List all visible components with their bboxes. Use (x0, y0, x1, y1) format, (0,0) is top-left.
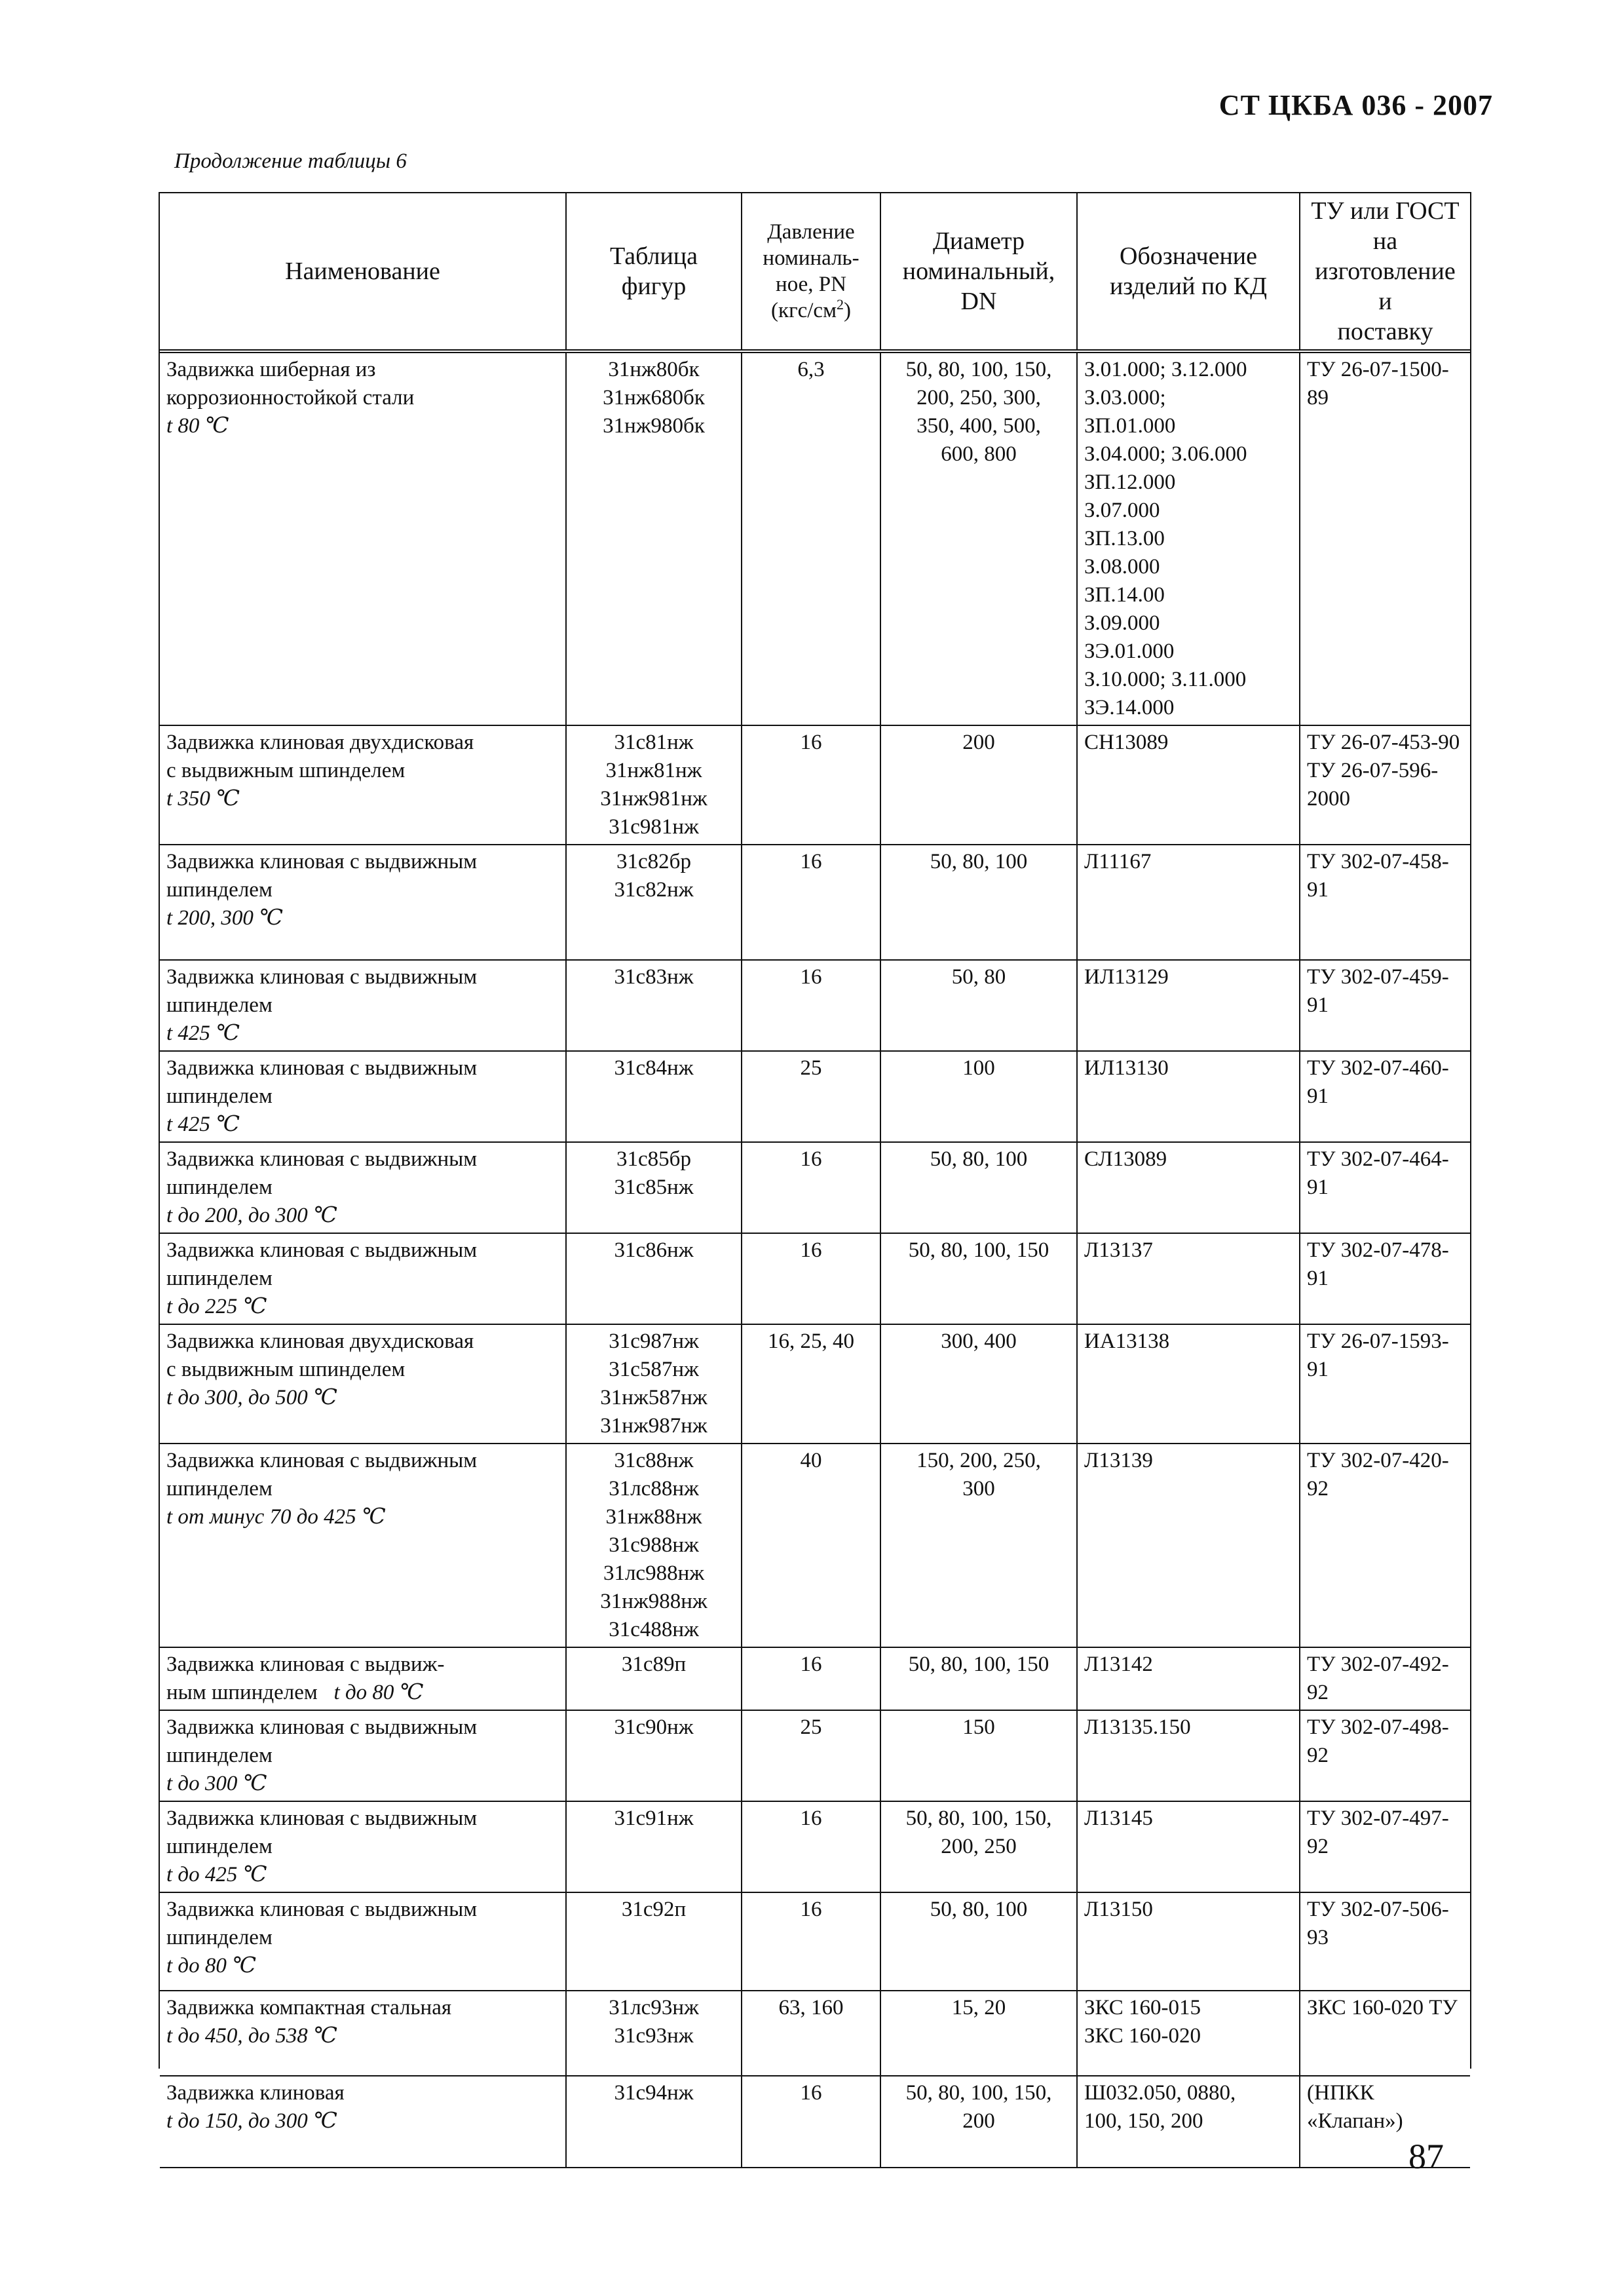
cell-name (160, 1233, 566, 1324)
table-row (160, 351, 1470, 725)
cell-tu (1300, 2076, 1470, 2168)
cell-line: ТУ 302-07-460-91 (1307, 1056, 1449, 1108)
cell-line: с выдвижным шпинделем (166, 1358, 406, 1381)
temperature-text: t 200, 300 ℃ (166, 906, 284, 930)
cell-line: 200, 250 (941, 1835, 1017, 1858)
cell-line: 31нж988нж (600, 1590, 708, 1613)
cell-name (160, 960, 566, 1051)
cell-diameter (880, 1051, 1077, 1142)
cell-line: 16 (800, 1653, 822, 1676)
cell-line: 200 (962, 731, 995, 754)
cell-figures (566, 1801, 742, 1892)
table-row (160, 1233, 1470, 1324)
cell-tu (1300, 1710, 1470, 1801)
page-number: 87 (1408, 2137, 1444, 2176)
cell-tu (1300, 960, 1470, 1051)
cell-line: 50, 80, 100, 150, (905, 1807, 1052, 1830)
cell-figures (566, 1233, 742, 1324)
cell-line: 31с82бр (616, 850, 691, 873)
cell-line: ЗП.14.00 (1084, 583, 1165, 607)
cell-pressure (742, 2076, 880, 2168)
cell-tu (1300, 845, 1470, 960)
table-row (160, 2076, 1470, 2168)
cell-diameter (880, 1892, 1077, 1991)
cell-line: ЗП.12.000 (1084, 470, 1176, 494)
cell-line: З.03.000; (1084, 386, 1166, 410)
cell-figures (566, 351, 742, 725)
cell-line: 31с89п (621, 1653, 687, 1676)
cell-tu (1300, 1647, 1470, 1710)
temperature-text: t до 425 ℃ (166, 1863, 267, 1886)
cell-line: СЛ13089 (1084, 1147, 1167, 1171)
cell-line: 50, 80, 100 (930, 1898, 1028, 1921)
cell-line: Л13142 (1084, 1653, 1153, 1676)
cell-line: 31с88нж (614, 1449, 694, 1472)
cell-line: ИЛ13130 (1084, 1056, 1169, 1080)
cell-diameter (880, 1991, 1077, 2076)
cell-tu (1300, 1892, 1470, 1991)
cell-line: Л13145 (1084, 1807, 1153, 1830)
cell-pressure (742, 1647, 880, 1710)
cell-line: 16 (800, 2081, 822, 2105)
cell-line: З.10.000; З.11.000 (1084, 668, 1247, 691)
cell-diameter (880, 351, 1077, 725)
cell-line: 200 (962, 2109, 995, 2133)
cell-line: Задвижка клиновая с выдвижным (166, 1715, 478, 1739)
cell-line: 31с81нж (614, 731, 694, 754)
cell-line: с выдвижным шпинделем (166, 759, 406, 782)
cell-line: ТУ 302-07-420-92 (1307, 1449, 1449, 1501)
cell-figures (566, 1444, 742, 1647)
cell-line: З.09.000 (1084, 611, 1160, 635)
cell-line: З.07.000 (1084, 499, 1160, 522)
cell-line: 16 (800, 1807, 822, 1830)
cell-figures (566, 2076, 742, 2168)
cell-diameter (880, 845, 1077, 960)
cell-tu (1300, 1991, 1470, 2076)
cell-figures (566, 1710, 742, 1801)
cell-designation (1077, 1444, 1300, 1647)
cell-line: 31с85бр (616, 1147, 691, 1171)
col-header-tu: ТУ или ГОСТ на изготовление и поставку (1300, 193, 1470, 351)
cell-line: 31лс988нж (603, 1561, 705, 1585)
cell-line: 31с988нж (609, 1533, 699, 1557)
cell-line: ТУ 302-07-498-92 (1307, 1715, 1449, 1767)
cell-designation (1077, 1142, 1300, 1233)
table-row (160, 1801, 1470, 1892)
cell-line: Задвижка шиберная из (166, 358, 376, 381)
cell-line: 300, 400 (941, 1330, 1017, 1353)
cell-name (160, 1710, 566, 1801)
cell-diameter (880, 1647, 1077, 1710)
table-row (160, 1710, 1470, 1801)
cell-designation (1077, 1892, 1300, 1991)
cell-diameter (880, 1324, 1077, 1444)
temperature-text: t до 150, до 300 ℃ (166, 2109, 337, 2133)
cell-name (160, 1991, 566, 2076)
temperature-text: t до 80 ℃ (333, 1681, 424, 1704)
cell-line: ТУ 302-07-492-92 (1307, 1653, 1449, 1704)
table-row (160, 1051, 1470, 1142)
cell-pressure (742, 1710, 880, 1801)
cell-line: 31нж80бк (608, 358, 700, 381)
cell-line: ТУ 26-07-596-2000 (1307, 759, 1439, 811)
cell-figures (566, 1142, 742, 1233)
cell-line: Л13139 (1084, 1449, 1153, 1472)
cell-name (160, 1801, 566, 1892)
cell-pressure (742, 1324, 880, 1444)
table-row (160, 1991, 1470, 2076)
cell-line (166, 1679, 559, 1707)
cell-line: 31нж81нж (605, 759, 702, 782)
cell-line: 31нж980бк (603, 414, 705, 438)
cell-line: шпинделем (166, 1176, 273, 1199)
cell-designation (1077, 845, 1300, 960)
cell-line: З.01.000; З.12.000 (1084, 358, 1247, 381)
table-continuation-caption: Продолжение таблицы 6 (174, 149, 407, 173)
cell-line: Задвижка клиновая двухдисковая (166, 1330, 474, 1353)
cell-line: 31с587нж (609, 1358, 699, 1381)
cell-diameter (880, 1710, 1077, 1801)
cell-line: 31с93нж (614, 2024, 694, 2048)
temperature-text: t до 200, до 300 ℃ (166, 1204, 337, 1227)
cell-line: 50, 80, 100, 150, (905, 358, 1052, 381)
cell-line: 50, 80, 100, 150, (905, 2081, 1052, 2105)
cell-line: 31с981нж (609, 815, 699, 839)
cell-name (160, 1051, 566, 1142)
cell-name (160, 2076, 566, 2168)
cell-line: ЗКС 160-020 ТУ (1307, 1996, 1458, 2019)
cell-line: 600, 800 (941, 442, 1017, 466)
cell-line: 31с90нж (614, 1715, 694, 1739)
cell-line: Задвижка компактная стальная (166, 1996, 452, 2019)
temperature-text: t 425 ℃ (166, 1113, 240, 1136)
cell-line: 63, 160 (778, 1996, 844, 2019)
cell-designation (1077, 1710, 1300, 1801)
cell-line: 100 (962, 1056, 995, 1080)
cell-line: ЗКС 160-015 (1084, 1996, 1201, 2019)
cell-name (160, 1444, 566, 1647)
cell-line: 31нж981нж (600, 787, 708, 811)
cell-pressure (742, 1233, 880, 1324)
cell-line: ЗЭ.01.000 (1084, 640, 1175, 663)
col-header-diameter: Диаметр номинальный, DN (880, 193, 1077, 351)
cell-figures (566, 1991, 742, 2076)
cell-designation (1077, 2076, 1300, 2168)
cell-line: Задвижка клиновая с выдвижным (166, 1147, 478, 1171)
cell-tu (1300, 1444, 1470, 1647)
cell-line: 15, 20 (951, 1996, 1006, 2019)
cell-line: ЗКС 160-020 (1084, 2024, 1201, 2048)
cell-line: 16 (800, 1238, 822, 1262)
temperature-text: t 350 ℃ (166, 787, 240, 811)
document-code: СТ ЦКБА 036 - 2007 (1218, 89, 1493, 121)
cell-name (160, 351, 566, 725)
cell-line: ТУ 26-07-1500-89 (1307, 358, 1449, 410)
cell-tu (1300, 1233, 1470, 1324)
col-header-table-fig: Таблица фигур (566, 193, 742, 351)
cell-designation (1077, 1051, 1300, 1142)
table-row (160, 1892, 1470, 1991)
cell-line: 50, 80, 100 (930, 850, 1028, 873)
table-row (160, 960, 1470, 1051)
cell-diameter (880, 1233, 1077, 1324)
cell-line: ИЛ13129 (1084, 965, 1169, 989)
cell-line: 31нж587нж (600, 1386, 708, 1409)
cell-diameter (880, 1801, 1077, 1892)
cell-line: 31с488нж (609, 1618, 699, 1641)
cell-line: ТУ 302-07-497-92 (1307, 1807, 1449, 1858)
cell-line: ЗЭ.14.000 (1084, 696, 1175, 719)
temperature-text: t до 225 ℃ (166, 1295, 267, 1318)
cell-line: 31с82нж (614, 878, 694, 902)
cell-tu (1300, 351, 1470, 725)
cell-pressure (742, 1991, 880, 2076)
table-row (160, 845, 1470, 960)
cell-name (160, 725, 566, 845)
cell-line: 31нж987нж (600, 1414, 708, 1438)
cell-designation (1077, 725, 1300, 845)
cell-tu (1300, 725, 1470, 845)
cell-line: шпинделем (166, 1744, 273, 1767)
cell-tu (1300, 1142, 1470, 1233)
cell-line: шпинделем (166, 993, 273, 1017)
table-row (160, 725, 1470, 845)
table-header-row (160, 193, 1470, 351)
cell-line: 300 (962, 1477, 995, 1501)
cell-line: Задвижка клиновая с выдвижным (166, 1056, 478, 1080)
cell-line: шпинделем (166, 1267, 273, 1290)
temperature-text: t до 80 ℃ (166, 1954, 257, 1978)
cell-pressure (742, 725, 880, 845)
cell-diameter (880, 725, 1077, 845)
cell-line: Задвижка клиновая с выдвижным (166, 1807, 478, 1830)
valves-table (160, 193, 1470, 2168)
cell-line: Л13150 (1084, 1898, 1153, 1921)
temperature-text: t до 450, до 538 ℃ (166, 2024, 337, 2048)
col-header-name: Наименование (160, 193, 566, 351)
table-frame (159, 192, 1471, 2133)
cell-diameter (880, 2076, 1077, 2168)
cell-line: 31с86нж (614, 1238, 694, 1262)
cell-line: шпинделем (166, 1835, 273, 1858)
temperature-text: t до 300, до 500 ℃ (166, 1386, 337, 1409)
cell-line: Задвижка клиновая (166, 2081, 345, 2105)
cell-pressure (742, 960, 880, 1051)
cell-line: 31с92п (621, 1898, 687, 1921)
cell-line: 50, 80, 100, 150 (908, 1238, 1049, 1262)
cell-line: Л13137 (1084, 1238, 1153, 1262)
cell-tu (1300, 1801, 1470, 1892)
cell-line: ТУ 302-07-478-91 (1307, 1238, 1449, 1290)
cell-line: коррозионностойкой стали (166, 386, 415, 410)
cell-figures (566, 1892, 742, 1991)
cell-diameter (880, 1142, 1077, 1233)
cell-tu (1300, 1051, 1470, 1142)
cell-figures (566, 725, 742, 845)
cell-line: ТУ 302-07-459-91 (1307, 965, 1449, 1017)
cell-name (160, 1142, 566, 1233)
cell-line: 16 (800, 965, 822, 989)
cell-line: З.08.000 (1084, 555, 1160, 579)
cell-line: 31лс88нж (609, 1477, 699, 1501)
cell-line: 16, 25, 40 (768, 1330, 854, 1353)
col-header-pressure: Давление номиналь- ное, PN $(кгс/см^2)$ (742, 193, 880, 351)
cell-line: 31с987нж (609, 1330, 699, 1353)
cell-line: (НПКК «Клапан») (1307, 2081, 1403, 2133)
temperature-text: t 80 ℃ (166, 414, 229, 438)
cell-figures (566, 960, 742, 1051)
cell-line: ИА13138 (1084, 1330, 1170, 1353)
cell-line: СН13089 (1084, 731, 1169, 754)
cell-figures (566, 1324, 742, 1444)
cell-line: шпинделем (166, 1084, 273, 1108)
cell-line: ТУ 302-07-464-91 (1307, 1147, 1449, 1199)
cell-designation (1077, 1801, 1300, 1892)
cell-line: 25 (800, 1056, 822, 1080)
cell-line: 16 (800, 850, 822, 873)
table-row (160, 1324, 1470, 1444)
cell-line: 50, 80 (951, 965, 1006, 989)
cell-name (160, 1892, 566, 1991)
cell-line: ТУ 302-07-506-93 (1307, 1898, 1449, 1949)
cell-line: 31с83нж (614, 965, 694, 989)
cell-line: З.04.000; З.06.000 (1084, 442, 1247, 466)
cell-designation (1077, 1233, 1300, 1324)
cell-line: 6,3 (797, 358, 825, 381)
cell-line: 16 (800, 731, 822, 754)
cell-line: Л13135.150 (1084, 1715, 1191, 1739)
cell-line: шпинделем (166, 1477, 273, 1501)
cell-line: ТУ 26-07-1593-91 (1307, 1330, 1449, 1381)
cell-line: 31с85нж (614, 1176, 694, 1199)
col-header-designation: Обозначение изделий по КД (1077, 193, 1300, 351)
cell-name (160, 1647, 566, 1710)
cell-line: 31нж88нж (605, 1505, 702, 1529)
cell-name (160, 1324, 566, 1444)
cell-line: 100, 150, 200 (1084, 2109, 1203, 2133)
table-row (160, 1444, 1470, 1647)
cell-designation (1077, 1324, 1300, 1444)
cell-designation (1077, 960, 1300, 1051)
cell-line: Задвижка клиновая с выдвижным (166, 1238, 478, 1262)
cell-line: Задвижка клиновая двухдисковая (166, 731, 474, 754)
cell-line: 25 (800, 1715, 822, 1739)
cell-pressure (742, 1892, 880, 1991)
cell-name (160, 845, 566, 960)
cell-line: 16 (800, 1147, 822, 1171)
cell-pressure (742, 351, 880, 725)
cell-pressure (742, 1142, 880, 1233)
cell-line: ЗП.01.000 (1084, 414, 1176, 438)
cell-pressure (742, 1444, 880, 1647)
cell-line: 40 (800, 1449, 822, 1472)
cell-line: Л11167 (1084, 850, 1152, 873)
cell-line: шпинделем (166, 878, 273, 902)
cell-designation (1077, 351, 1300, 725)
cell-line: Задвижка клиновая с выдвижным (166, 850, 478, 873)
table-row (160, 1142, 1470, 1233)
cell-pressure (742, 1801, 880, 1892)
cell-diameter (880, 1444, 1077, 1647)
cell-tu (1300, 1324, 1470, 1444)
temperature-text: t 425 ℃ (166, 1022, 240, 1045)
cell-line: 350, 400, 500, (916, 414, 1041, 438)
cell-line: 50, 80, 100 (930, 1147, 1028, 1171)
cell-line: ТУ 302-07-458-91 (1307, 850, 1449, 902)
cell-pressure (742, 1051, 880, 1142)
cell-diameter (880, 960, 1077, 1051)
cell-line: Ш032.050, 0880, (1084, 2081, 1236, 2105)
cell-line: 16 (800, 1898, 822, 1921)
cell-line: 200, 250, 300, (916, 386, 1041, 410)
cell-designation (1077, 1991, 1300, 2076)
table-row (160, 1647, 1470, 1710)
cell-line: Задвижка клиновая с выдвижным (166, 1898, 478, 1921)
cell-line: ЗП.13.00 (1084, 527, 1165, 550)
cell-line: 31с84нж (614, 1056, 694, 1080)
cell-line: Задвижка клиновая с выдвижным (166, 965, 478, 989)
cell-line: шпинделем (166, 1926, 273, 1949)
cell-figures (566, 845, 742, 960)
cell-line: 50, 80, 100, 150 (908, 1653, 1049, 1676)
cell-line: 31нж680бк (603, 386, 705, 410)
name-text: ным шпинделем (166, 1681, 318, 1704)
cell-line: Задвижка клиновая с выдвижным (166, 1449, 478, 1472)
cell-line: ТУ 26-07-453-90 (1307, 731, 1460, 754)
temperature-text: t до 300 ℃ (166, 1772, 267, 1795)
cell-line: Задвижка клиновая с выдвиж- (166, 1653, 445, 1676)
cell-line: 31с91нж (614, 1807, 694, 1830)
cell-designation (1077, 1647, 1300, 1710)
cell-line: 31лс93нж (609, 1996, 699, 2019)
cell-pressure (742, 845, 880, 960)
cell-line: 31с94нж (614, 2081, 694, 2105)
cell-figures (566, 1051, 742, 1142)
cell-line: 150, 200, 250, (916, 1449, 1041, 1472)
cell-line: 150 (962, 1715, 995, 1739)
temperature-text: t от минус 70 до 425 ℃ (166, 1505, 386, 1529)
cell-figures (566, 1647, 742, 1710)
